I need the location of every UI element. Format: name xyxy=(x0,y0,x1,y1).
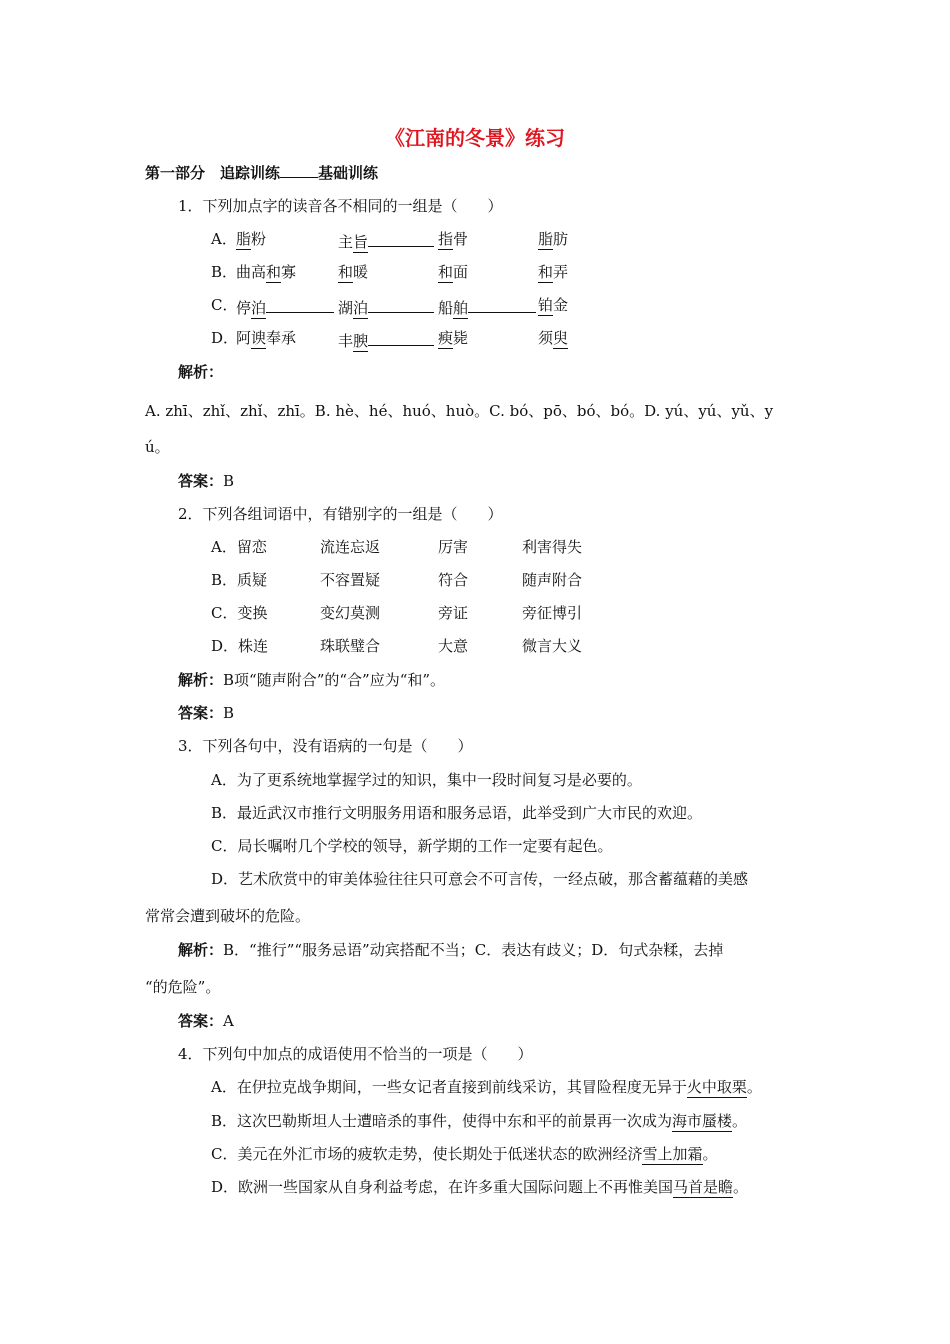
q1-c-label: C． xyxy=(211,296,238,314)
q2-d-c2: 珠联璧合 xyxy=(320,637,381,655)
q4-c-idiom: 雪上加霜 xyxy=(642,1145,703,1163)
q1-d-word2: 丰腴 xyxy=(338,331,434,349)
q2-d-c4: 微言大义 xyxy=(522,637,583,655)
q4-option-a: A．在伊拉克战争期间，一些女记者直接到前线采访，其冒险程度无异于火中取栗。 xyxy=(211,1078,762,1096)
q1-b-word2: 和暖 xyxy=(338,263,369,281)
q4-a-idiom: 火中取栗 xyxy=(686,1078,747,1096)
q4-option-d: D．欧洲一些国家从自身利益考虑，在许多重大国际问题上不再惟美国马首是瞻。 xyxy=(211,1178,749,1196)
q4-stem: 4．下列句中加点的成语使用不恰当的一项是（ ） xyxy=(178,1045,533,1063)
q4-d-idiom: 马首是瞻 xyxy=(673,1178,734,1196)
q1-a-label: A． xyxy=(211,230,237,248)
q3-analysis-line2: “的危险”。 xyxy=(145,978,221,996)
section-blank xyxy=(280,177,318,178)
q2-b-c2: 不容置疑 xyxy=(320,571,381,589)
q3-option-a: A．为了更系统地掌握学过的知识，集中一段时间复习是必要的。 xyxy=(211,771,642,789)
q2-a-c3: 厉害 xyxy=(438,538,469,556)
q2-d-c3: 大意 xyxy=(438,637,469,655)
q4-option-c: C．美元在外汇市场的疲软走势，使长期处于低迷状态的欧洲经济雪上加霜。 xyxy=(211,1145,718,1163)
q3-analysis-line1: 解析：B．“推行”“服务忌语”动宾搭配不当；C．表达有歧义；D．句式杂糅，去掉 xyxy=(178,941,724,959)
q3-option-b: B．最近武汉市推行文明服务用语和服务忌语，此举受到广大市民的欢迎。 xyxy=(211,804,703,822)
q2-answer: 答案：B xyxy=(178,704,235,722)
section-suffix: 基础训练 xyxy=(318,164,379,182)
q2-c-c1: C．变换 xyxy=(211,604,268,622)
q1-analysis-line2: ú。 xyxy=(145,438,170,456)
section-prefix: 第一部分 追踪训练 xyxy=(145,164,281,182)
q2-b-c4: 随声附合 xyxy=(522,571,583,589)
q1-c-word2: 湖泊 xyxy=(338,298,434,316)
section-heading xyxy=(145,166,378,181)
q3-option-d-line1: D．艺术欣赏中的审美体验往往只可意会不可言传，一经点破，那含蓄蕴藉的美感 xyxy=(211,870,749,888)
q1-analysis-label: 解析： xyxy=(178,363,224,381)
q2-analysis: 解析：B项“随声附合”的“合”应为“和”。 xyxy=(178,671,446,689)
q1-b-word1: 曲高和寡 xyxy=(236,263,297,281)
q3-option-d-line2: 常常会遭到破坏的危险。 xyxy=(145,907,311,925)
q3-stem: 3．下列各句中，没有语病的一句是（ ） xyxy=(178,737,473,755)
q2-stem: 2．下列各组词语中，有错别字的一组是（ ） xyxy=(178,505,503,523)
q1-answer: 答案：B xyxy=(178,472,235,490)
q4-b-idiom: 海市蜃楼 xyxy=(672,1112,733,1130)
q2-c-c2: 变幻莫测 xyxy=(320,604,381,622)
q2-b-c1: B．质疑 xyxy=(211,571,268,589)
q1-c-word1: 停泊 xyxy=(236,298,334,316)
page-title: 《江南的冬景》练习 xyxy=(385,126,565,150)
q3-option-c: C．局长嘱咐几个学校的领导，新学期的工作一定要有起色。 xyxy=(211,837,613,855)
q1-c-word3: 船舶 xyxy=(438,298,536,316)
q1-b-word3: 和面 xyxy=(438,263,469,281)
q2-c-c3: 旁证 xyxy=(438,604,469,622)
q1-a-word1: 脂粉 xyxy=(236,230,267,248)
q1-d-label: D． xyxy=(211,329,239,347)
q1-d-word3: 瘐毙 xyxy=(438,329,469,347)
q2-a-c4: 利害得失 xyxy=(522,538,583,556)
q1-d-word4: 须臾 xyxy=(538,329,569,347)
q2-a-c2: 流连忘返 xyxy=(320,538,381,556)
q1-b-word4: 和弄 xyxy=(538,263,569,281)
q2-d-c1: D．株连 xyxy=(211,637,269,655)
q1-stem: 1．下列加点字的读音各不相同的一组是（ ） xyxy=(178,197,503,215)
q2-a-c1: A．留恋 xyxy=(211,538,267,556)
q1-c-word4: 铂金 xyxy=(538,296,569,314)
q2-b-c3: 符合 xyxy=(438,571,469,589)
q1-a-word3: 指骨 xyxy=(438,230,469,248)
q1-a-word4: 脂肪 xyxy=(538,230,569,248)
q2-c-c4: 旁征博引 xyxy=(522,604,583,622)
q1-b-label: B． xyxy=(211,263,238,281)
q3-answer: 答案：A xyxy=(178,1012,234,1030)
q4-option-b: B．这次巴勒斯坦人士遭暗杀的事件，使得中东和平的前景再一次成为海市蜃楼。 xyxy=(211,1112,748,1130)
q1-analysis-line1: A. zhī、zhǐ、zhǐ、zhī。B. hè、hé、huó、huò。C. bó、pō、bó、bó。D. yú、yú、yǔ、y xyxy=(145,402,774,420)
q1-a-word2: 主旨 xyxy=(338,232,434,250)
q1-d-word1: 阿谀奉承 xyxy=(236,329,297,347)
